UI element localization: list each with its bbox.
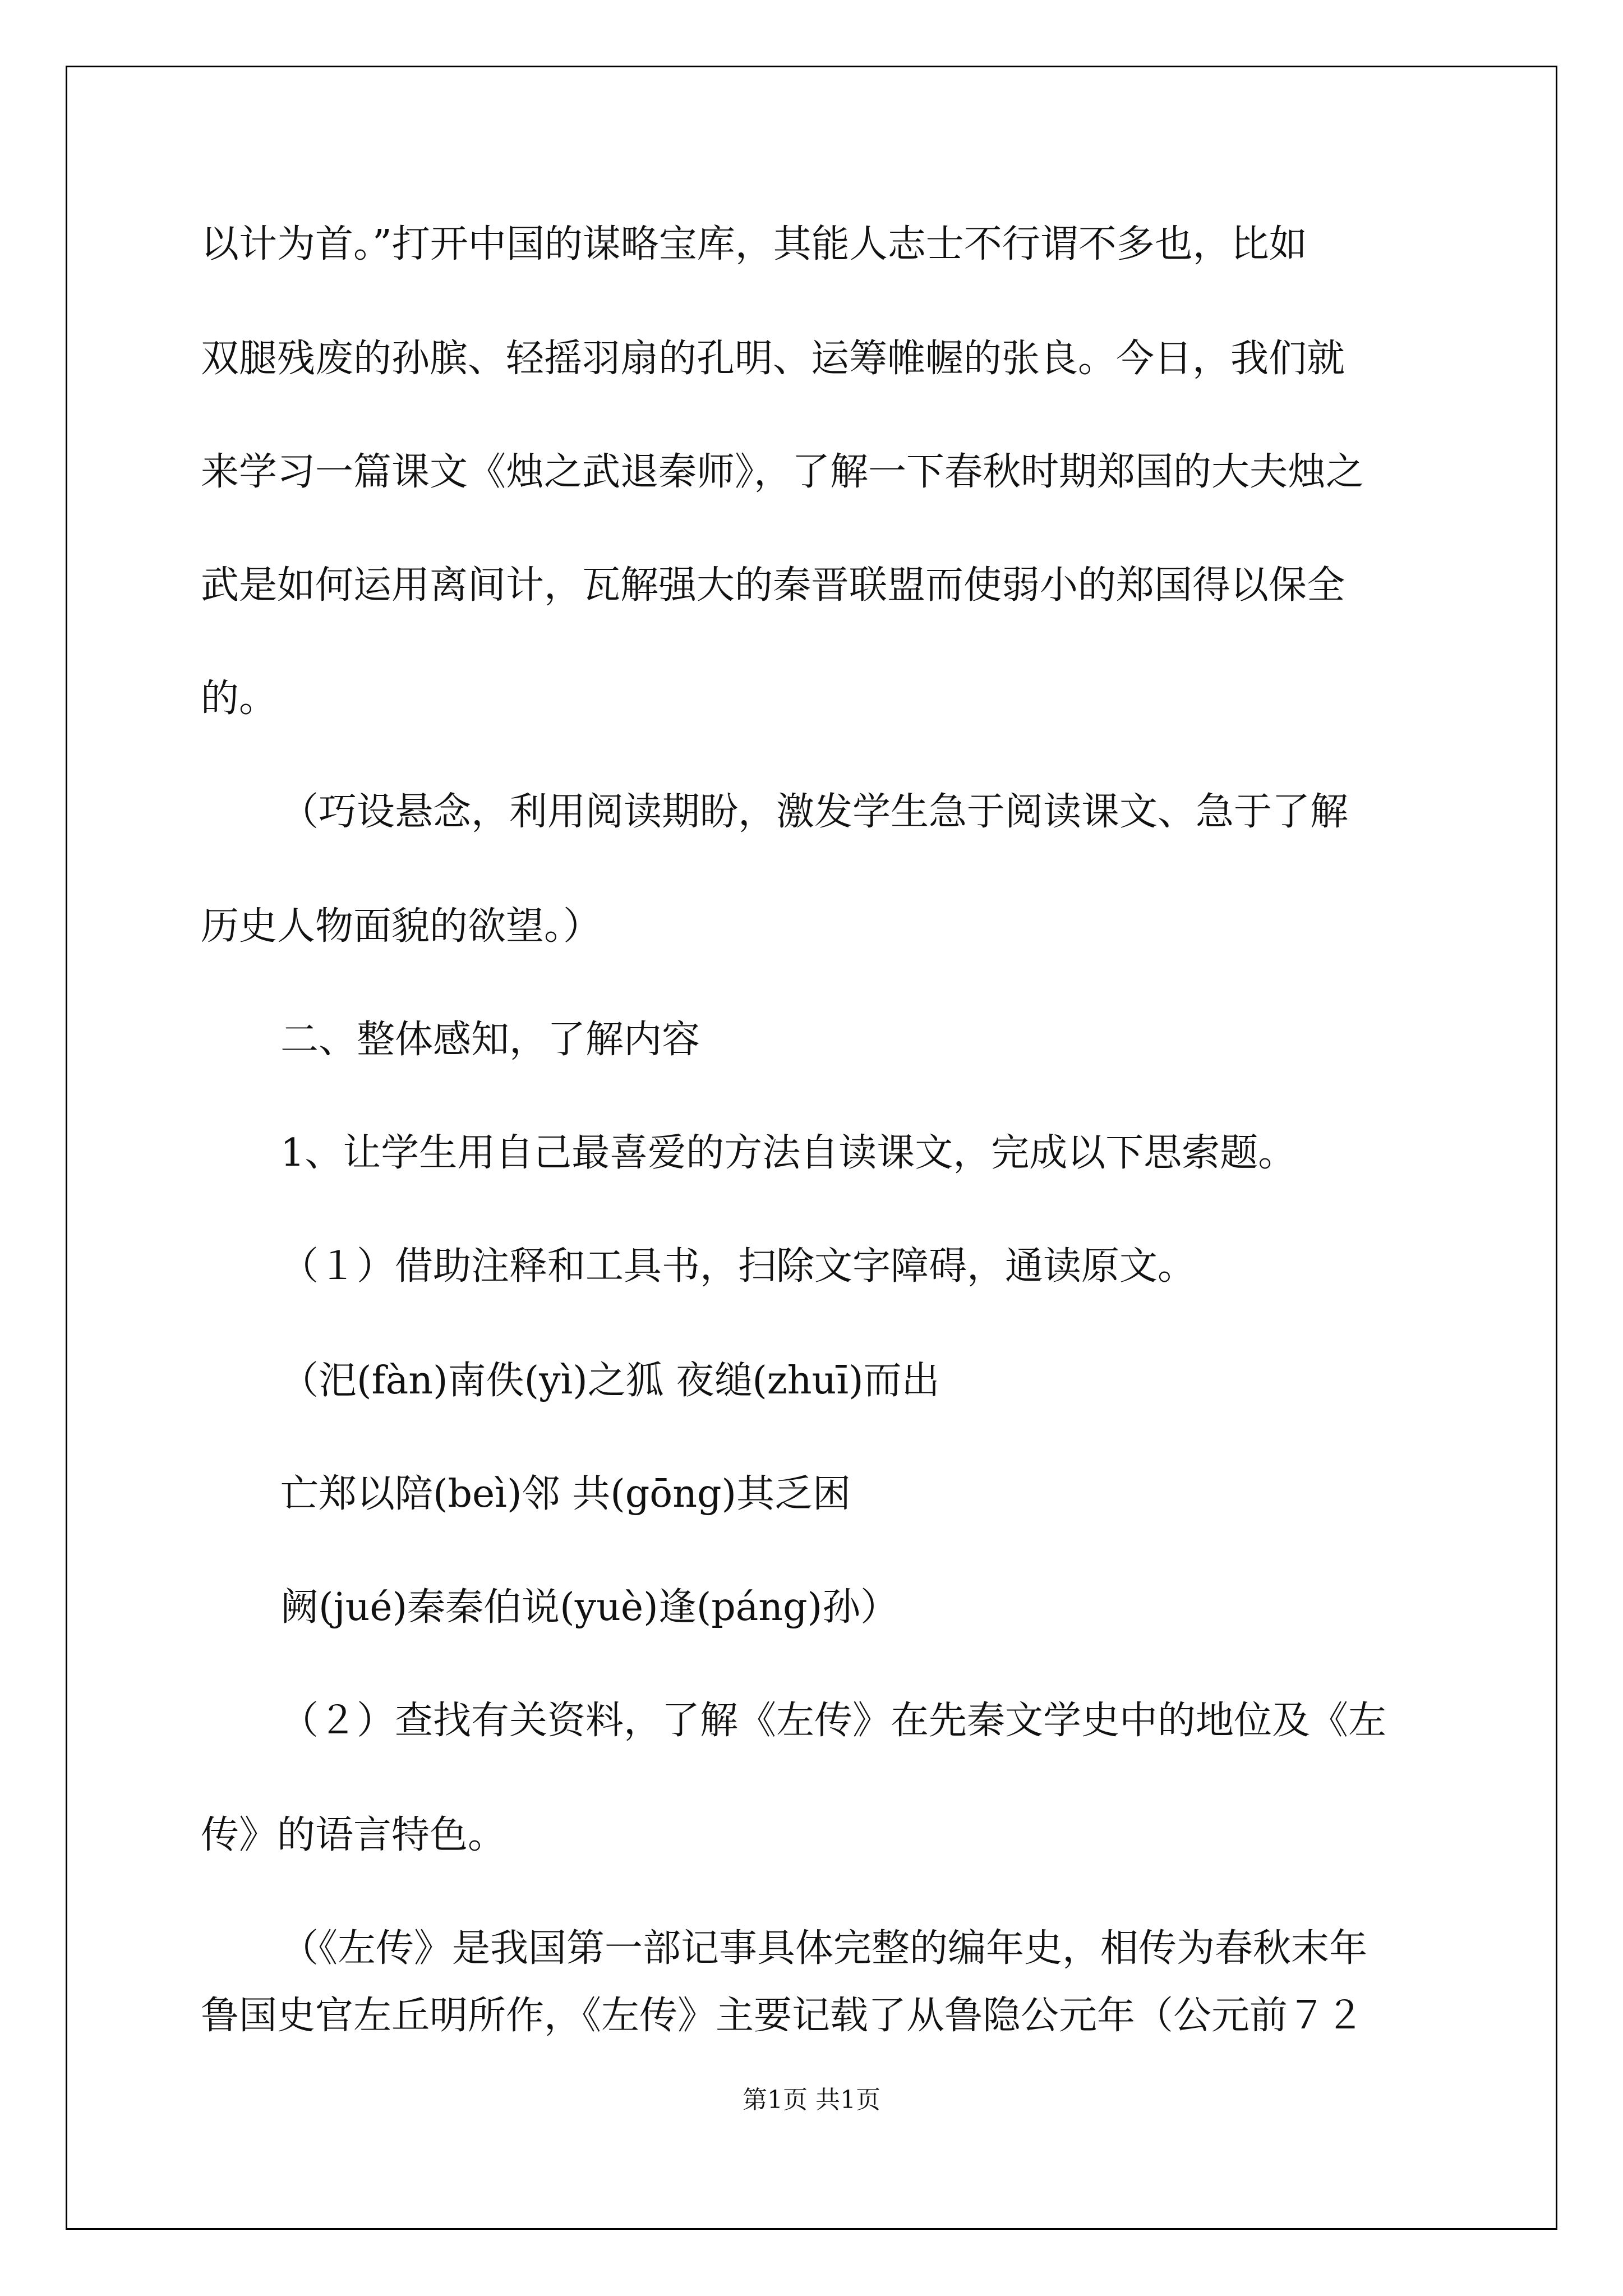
text-line-9: 1、让学生用自己最喜爱的方法自读课文，完成以下思索题。 bbox=[280, 1131, 1297, 1175]
text-line-12: 亡郑以陪(beì)邻 共(gōng)其乏困 bbox=[280, 1472, 851, 1516]
text-line-4: 武是如何运用离间计，瓦解强大的秦晋联盟而使弱小的郑国得以保全 bbox=[201, 563, 1345, 608]
page-footer: 第1页 共1页 bbox=[743, 2086, 880, 2114]
text-line-14: （２）查找有关资料，了解《左传》在先秦文学史中的地位及《左 bbox=[280, 1699, 1387, 1743]
text-line-1: 以计为首。”打开中国的谋略宝库，其能人志士不行谓不多也，比如 bbox=[201, 222, 1307, 266]
text-line-5: 的。 bbox=[201, 677, 278, 721]
text-line-17: 鲁国史官左丘明所作，《左传》主要记载了从鲁隐公元年（公元前７２ bbox=[201, 1994, 1364, 2038]
text-line-16: （《左传》是我国第一部记事具体完整的编年史，相传为春秋末年 bbox=[280, 1926, 1368, 1971]
text-line-7: 历史人物面貌的欲望。） bbox=[201, 904, 602, 949]
text-line-3: 来学习一篇课文《烛之武退秦师》，了解一下春秋时期郑国的大夫烛之 bbox=[201, 450, 1364, 494]
text-line-6: （巧设悬念，利用阅读期盼，激发学生急于阅读课文、急于了解 bbox=[280, 790, 1349, 834]
text-line-13: 阙(jué)秦秦伯说(yuè)逢(páng)孙） bbox=[280, 1585, 899, 1630]
text-line-10: （１）借助注释和工具书，扫除文字障碍，通读原文。 bbox=[280, 1244, 1196, 1289]
text-line-11: （汜(fàn)南佚(yì)之狐 夜缒(zhuī)而出 bbox=[280, 1359, 940, 1403]
section-heading: 二、整体感知，了解内容 bbox=[280, 1018, 700, 1062]
text-line-2: 双腿残废的孙膑、轻摇羽扇的孔明、运筹帷幄的张良。今日，我们就 bbox=[201, 337, 1345, 381]
text-line-15: 传》的语言特色。 bbox=[201, 1813, 506, 1857]
